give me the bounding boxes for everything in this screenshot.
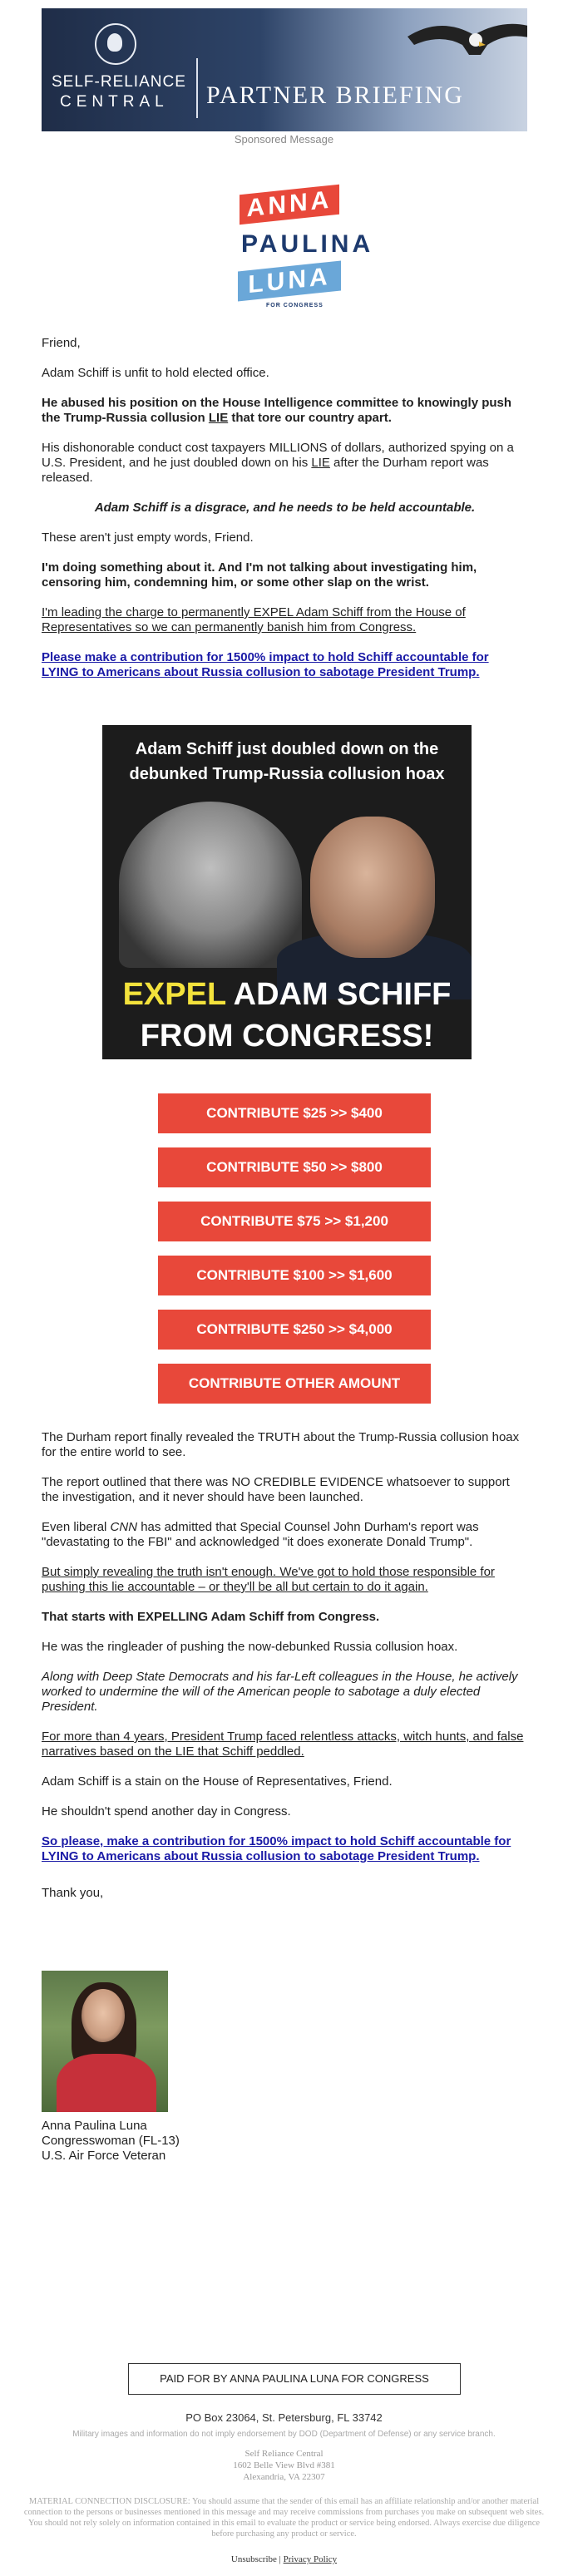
paragraph: Adam Schiff is unfit to hold elected office.	[42, 366, 269, 380]
signature-block	[42, 2119, 528, 2164]
logo-anna: ANNA	[240, 185, 339, 225]
sign-off: Thank you,	[42, 1886, 104, 1900]
signature-title: U.S. Air Force Veteran	[42, 2149, 166, 2163]
logo-paulina: PAULINA	[241, 230, 374, 258]
sponsored-label: Sponsored Message	[234, 133, 334, 146]
greeting: Friend,	[42, 336, 81, 350]
logo-luna: LUNA	[238, 260, 341, 301]
paragraph: His dishonorable conduct cost taxpayers MILLIONS of dollars, authorized spying on a U.S. President, and he just doubled down on his LIE after the Durham report was released.	[42, 441, 514, 485]
brand-line1: SELF-RELIANCE	[52, 73, 186, 91]
paragraph-centered: Adam Schiff is a disgrace, and he needs to be held accountable.	[94, 501, 476, 515]
footer-links: Unsubscribe | Privacy Policy	[230, 2554, 338, 2564]
paragraph: Even liberal CNN has admitted that Special Counsel John Durham's report was "devastating to the FBI" and acknowledged "it does exonerate Donald Trump".	[42, 1520, 479, 1549]
paragraph-bold: He abused his position on the House Intelligence committee to knowingly push the Trump-Russia collusion LIE that tore our country apart.	[42, 396, 512, 425]
paragraph-bold: That starts with EXPELLING Adam Schiff from Congress.	[42, 1610, 380, 1624]
signature-name: Anna Paulina Luna	[42, 2119, 147, 2133]
banner-divider	[196, 58, 198, 118]
footer-military-notice: Military images and information do not imply endorsement by DOD (Department of Defense) or any service branch.	[72, 2430, 496, 2439]
brand-line2: CENTRAL	[60, 93, 169, 111]
self-reliance-seal-icon	[95, 23, 136, 65]
contribute-250-button[interactable]: CONTRIBUTE $250 >> $4,000	[158, 1310, 431, 1350]
paragraph-italic: Along with Deep State Democrats and his far-Left colleagues in the House, he actively worked to undermine the will of the American people to sabotage a duly elected President.	[42, 1670, 518, 1714]
paragraph: The Durham report finally revealed the TRUTH about the Trump-Russia collusion hoax for the entire world to see.	[42, 1430, 520, 1459]
paragraph-underlined: For more than 4 years, President Trump faced relentless attacks, witch hunts, and false narratives based on the LIE that Schiff peddled.	[42, 1730, 524, 1759]
paid-for-disclaimer: PAID FOR BY ANNA PAULINA LUNA FOR CONGRESS	[128, 2363, 461, 2395]
signature-photo	[42, 1971, 168, 2112]
signature-title: Congresswoman (FL-13)	[42, 2134, 180, 2148]
hero-headline: Adam Schiff just doubled down on the debunked Trump-Russia collusion hoax	[129, 740, 445, 783]
email-body-main	[42, 1430, 528, 1901]
paragraph: He was the ringleader of pushing the now-debunked Russia collusion hoax.	[42, 1640, 458, 1654]
unsubscribe-link[interactable]: Unsubscribe	[230, 2554, 277, 2564]
contribute-link-bottom[interactable]: So please, make a contribution for 1500% impact to hold Schiff accountable for LYING to Americans about Russia collusion to sabotage President Trump.	[42, 1834, 511, 1863]
header-banner	[42, 8, 527, 131]
footer-po-box: PO Box 23064, St. Petersburg, FL 33742	[185, 2411, 383, 2424]
email-body-intro	[42, 336, 528, 680]
contribute-other-button[interactable]: CONTRIBUTE OTHER AMOUNT	[158, 1364, 431, 1404]
capitol-dome	[119, 802, 302, 968]
contribute-100-button[interactable]: CONTRIBUTE $100 >> $1,600	[158, 1256, 431, 1295]
hero-callout-line1: EXPEL ADAM SCHIFF	[122, 977, 452, 1012]
banner-title: PARTNER BRIEFING	[206, 81, 464, 109]
footer-address: Self Reliance Central 1602 Belle View Blvd #381 Alexandria, VA 22307	[233, 2449, 335, 2482]
hero-image[interactable]	[102, 725, 472, 1059]
footer-disclosure: MATERIAL CONNECTION DISCLOSURE: You should assume that the sender of this email has an affiliate relationship and/or another material connection to the persons or businesses mentioned in this message and may receive commissions from purchases you make on subsequent web sites. You should not rely solely on information contained in this email to evaluate the product or service being endorsed. Always exercise due diligence before purchasing any product or service.	[23, 2497, 545, 2539]
paragraph: These aren't just empty words, Friend.	[42, 530, 254, 545]
contribute-25-button[interactable]: CONTRIBUTE $25 >> $400	[158, 1093, 431, 1133]
logo-for-congress: FOR CONGRESS	[266, 303, 324, 308]
paragraph-bold: I'm doing something about it. And I'm not talking about investigating him, censoring him, condemning him, or some other slap on the wrist.	[42, 560, 477, 590]
paragraph: Adam Schiff is a stain on the House of Representatives, Friend.	[42, 1774, 393, 1789]
privacy-policy-link[interactable]: Privacy Policy	[283, 2554, 338, 2564]
paragraph-underlined: I'm leading the charge to permanently EXPEL Adam Schiff from the House of Representatives so we can permanently banish him from Congress.	[42, 605, 466, 634]
paragraph: He shouldn't spend another day in Congress.	[42, 1804, 291, 1818]
contribute-75-button[interactable]: CONTRIBUTE $75 >> $1,200	[158, 1202, 431, 1241]
eagle-icon	[407, 12, 527, 70]
hero-callout-line2: FROM CONGRESS!	[140, 1019, 434, 1054]
campaign-logo	[233, 185, 374, 314]
paragraph: The report outlined that there was NO CREDIBLE EVIDENCE whatsoever to support the investigation, and it never should have been launched.	[42, 1475, 510, 1504]
hero-figure-face	[310, 817, 435, 958]
paragraph-underlined: But simply revealing the truth isn't enough. We've got to hold those responsible for pushing this lie accountable – or they'll be all but certain to do it again.	[42, 1565, 495, 1594]
contribute-link[interactable]: Please make a contribution for 1500% impact to hold Schiff accountable for LYING to Americans about Russia collusion to sabotage President Trump.	[42, 650, 489, 679]
contribute-50-button[interactable]: CONTRIBUTE $50 >> $800	[158, 1147, 431, 1187]
